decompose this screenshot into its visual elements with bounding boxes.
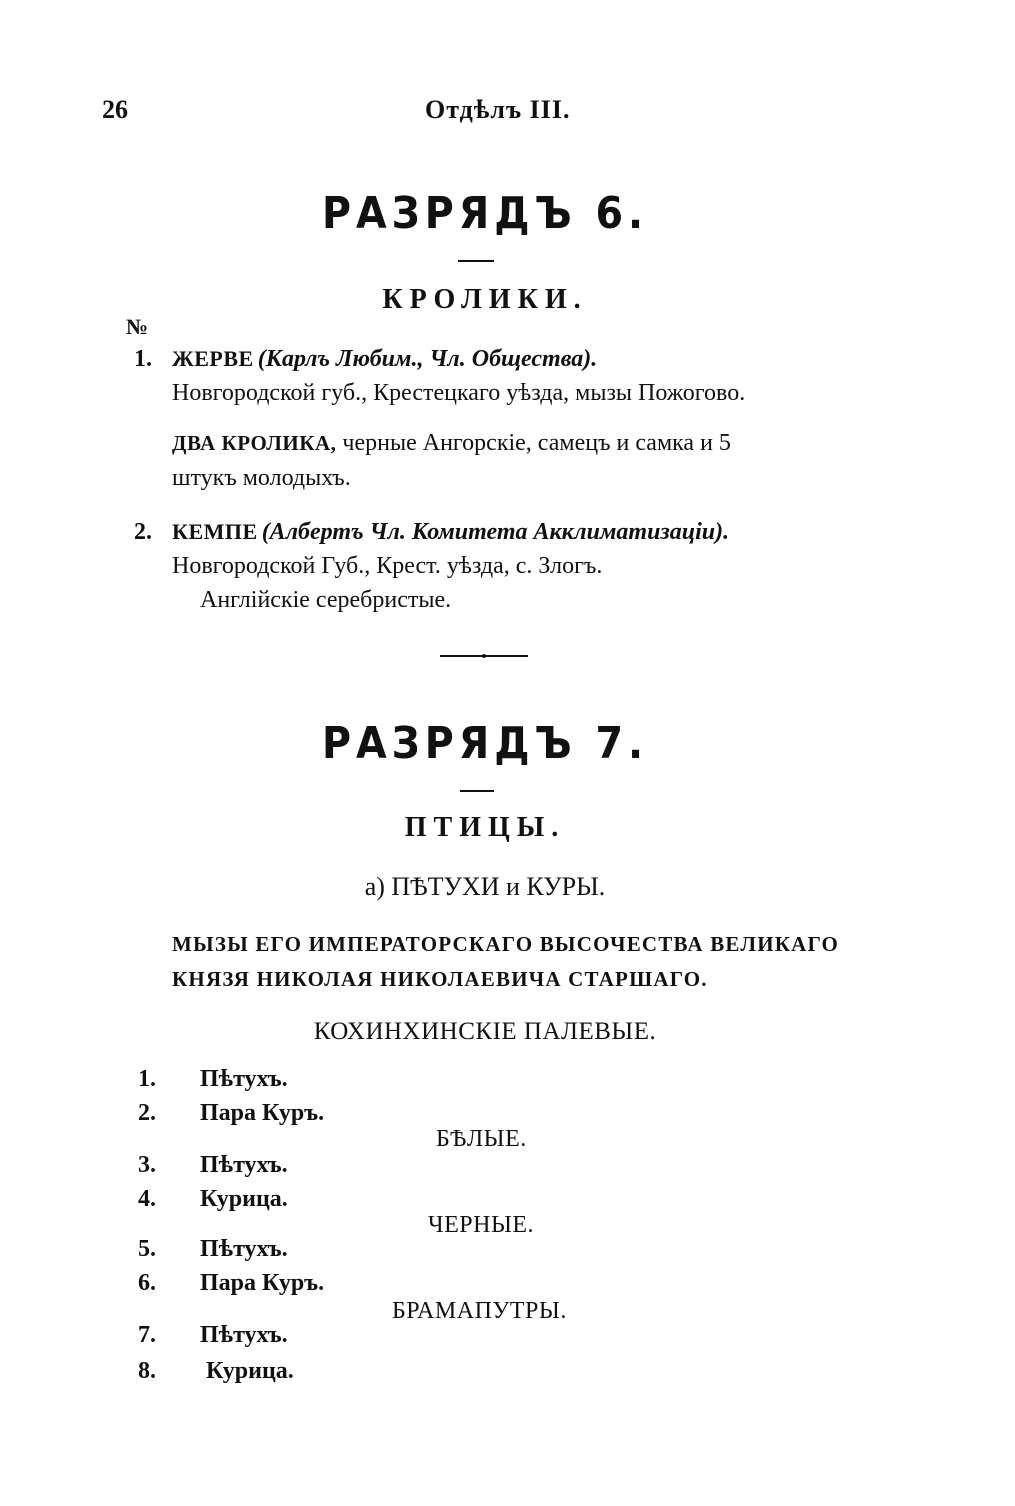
list-item: Пара Куръ. <box>200 1100 325 1126</box>
list-item: Пара Куръ. <box>200 1270 325 1296</box>
list-item: Пѣтухъ. <box>200 1322 288 1348</box>
list-item: Курица. <box>200 1186 288 1212</box>
exhibitor-location: Новгородской Губ., Крест. уѣзда, с. Злогъ. <box>172 553 603 579</box>
title-rule <box>458 260 494 262</box>
breed-heading: КОХИНХИНСКІЕ ПАЛЕВЫЕ. <box>313 1018 657 1045</box>
section-title-category-7: РАЗРЯДЪ 7. <box>321 718 649 769</box>
exhibit-description <box>172 430 731 457</box>
subsection-heading: а) ПѢТУХИ и КУРЫ. <box>364 872 606 901</box>
owner-line-1: МЫЗЫ ЕГО ИМПЕРАТОРСКАГО ВЫСОЧЕСТВА ВЕЛИКАГО <box>172 932 840 956</box>
list-item-number: 7. <box>138 1322 156 1348</box>
list-item-number: 8. <box>138 1358 156 1384</box>
ornament-divider <box>440 654 528 658</box>
variety-heading: БѢЛЫЕ. <box>436 1126 527 1152</box>
exhibit-details: черные Ангорскіе, самецъ и самка и 5 <box>336 430 731 456</box>
title-rule <box>460 790 494 792</box>
exhibitor-location: Новгородской губ., Крестецкаго уѣзда, мызы Пожогово. <box>172 380 746 406</box>
exhibit-title: ДВА КРОЛИКА, <box>172 431 337 455</box>
exhibitor-name: ЖЕРВЕ <box>172 346 254 371</box>
section-title-category-6: РАЗРЯДЪ 6. <box>321 188 649 239</box>
list-item-number: 5. <box>138 1236 156 1262</box>
entry-number: 1. <box>134 346 152 372</box>
entry-heading <box>172 346 597 373</box>
list-item: Пѣтухъ. <box>200 1152 288 1178</box>
list-item-number: 2. <box>138 1100 156 1126</box>
exhibitor-name: КЕМПЕ <box>172 519 258 544</box>
owner-line-2: КНЯЗЯ НИКОЛАЯ НИКОЛАЕВИЧА СТАРШАГО. <box>172 967 708 991</box>
list-item-number: 6. <box>138 1270 156 1296</box>
list-item-number: 3. <box>138 1152 156 1178</box>
list-item: Пѣтухъ. <box>200 1066 288 1092</box>
section-subtitle-rabbits: КРОЛИКИ. <box>382 284 588 315</box>
list-item: Пѣтухъ. <box>200 1236 288 1262</box>
entry-number: 2. <box>134 519 152 545</box>
variety-heading: ЧЕРНЫЕ. <box>428 1212 535 1238</box>
exhibitor-note: (Албертъ Чл. Комитета Акклиматизаціи). <box>261 519 730 545</box>
section-subtitle-birds: ПТИЦЫ. <box>404 812 566 843</box>
list-item-number: 4. <box>138 1186 156 1212</box>
list-item-number: 1. <box>138 1066 156 1092</box>
exhibitor-note: (Карлъ Любим., Чл. Общества). <box>257 346 598 372</box>
running-head: Отдѣлъ III. <box>425 95 571 124</box>
exhibit-description-line2: штукъ молодыхъ. <box>172 465 351 491</box>
page-number: 26 <box>102 95 128 124</box>
exhibit-description: Англійскіе серебристые. <box>200 587 452 613</box>
variety-heading: БРАМАПУТРЫ. <box>392 1298 567 1324</box>
entry-heading <box>172 519 729 546</box>
list-item: Курица. <box>206 1358 294 1384</box>
number-sign: № <box>126 314 149 339</box>
